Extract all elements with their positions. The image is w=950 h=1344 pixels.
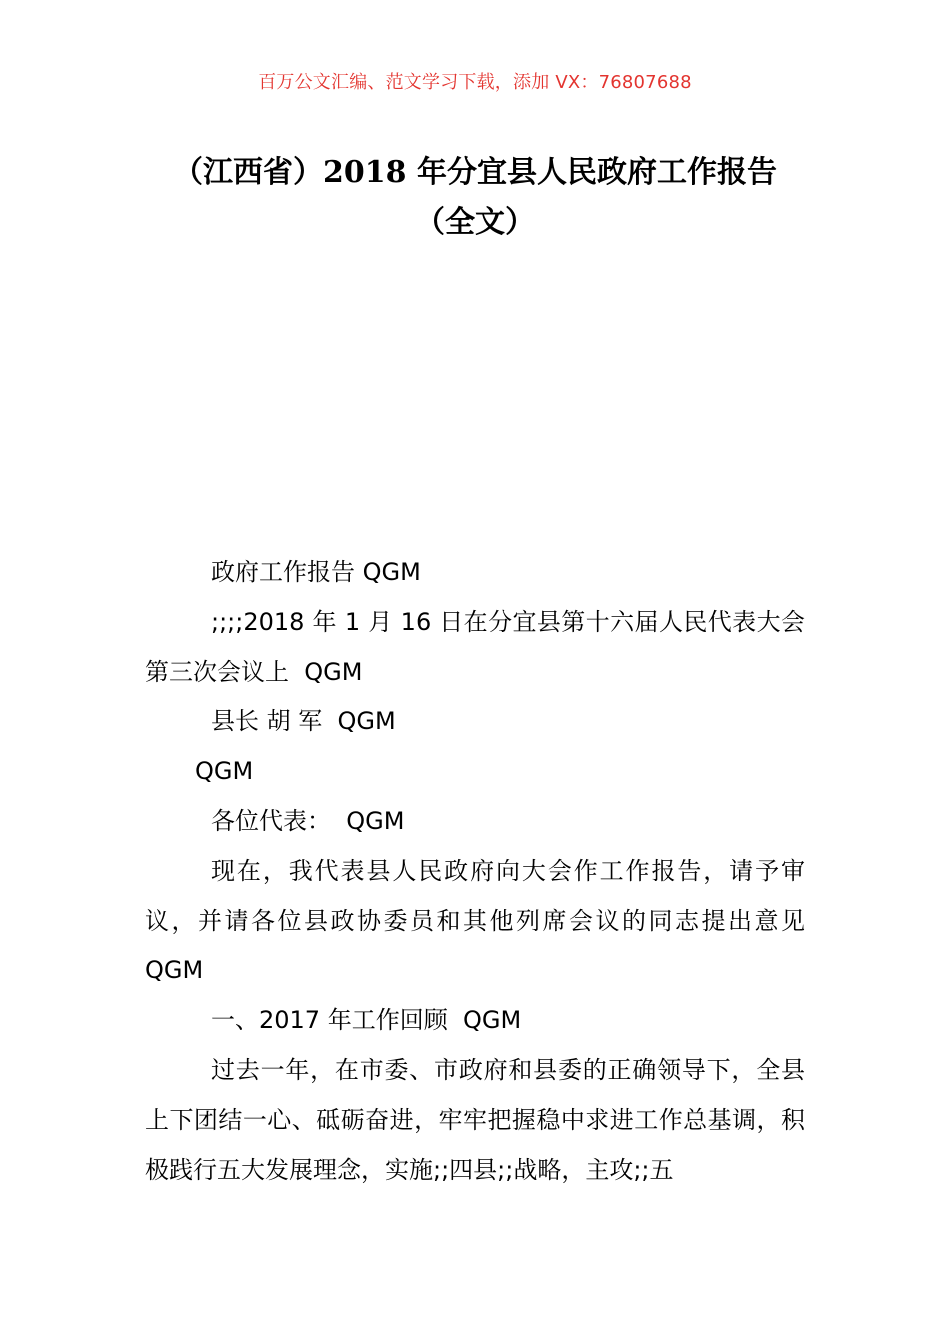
document-title: （江西省）2018 年分宜县人民政府工作报告（全文）	[173, 155, 777, 240]
paragraph-salutation: 各位代表： QGM	[211, 806, 405, 835]
paragraph-speaker: 县长 胡 军 QGM	[211, 707, 396, 736]
paragraph-report-heading: 政府工作报告 QGM	[211, 558, 421, 586]
paragraph-meeting-date: ;;;;2018 年 1 月 16 日在分宜县第十六届人民代表大会第三次会议上 QGM	[145, 607, 805, 686]
paragraph-review: 过去一年，在市委、市政府和县委的正确领导下，全县上下团结一心、砥砺奋进，牢牢把握稳中求进工作总基调，积极践行五大发展理念，实施;;四县;;战略，主攻;;五	[145, 1055, 805, 1184]
paragraph-intro: 现在，我代表县人民政府向大会作工作报告，请予审议，并请各位县政协委员和其他列席会议的同志提出意见 QGM	[145, 856, 821, 985]
paragraph-marker: QGM	[195, 757, 254, 786]
document-body	[145, 548, 821, 1195]
header-watermark-note: 百万公文汇编、范文学习下载，添加 VX：76807688	[258, 72, 692, 93]
paragraph-section-heading: 一、2017 年工作回顾 QGM	[211, 1006, 522, 1035]
